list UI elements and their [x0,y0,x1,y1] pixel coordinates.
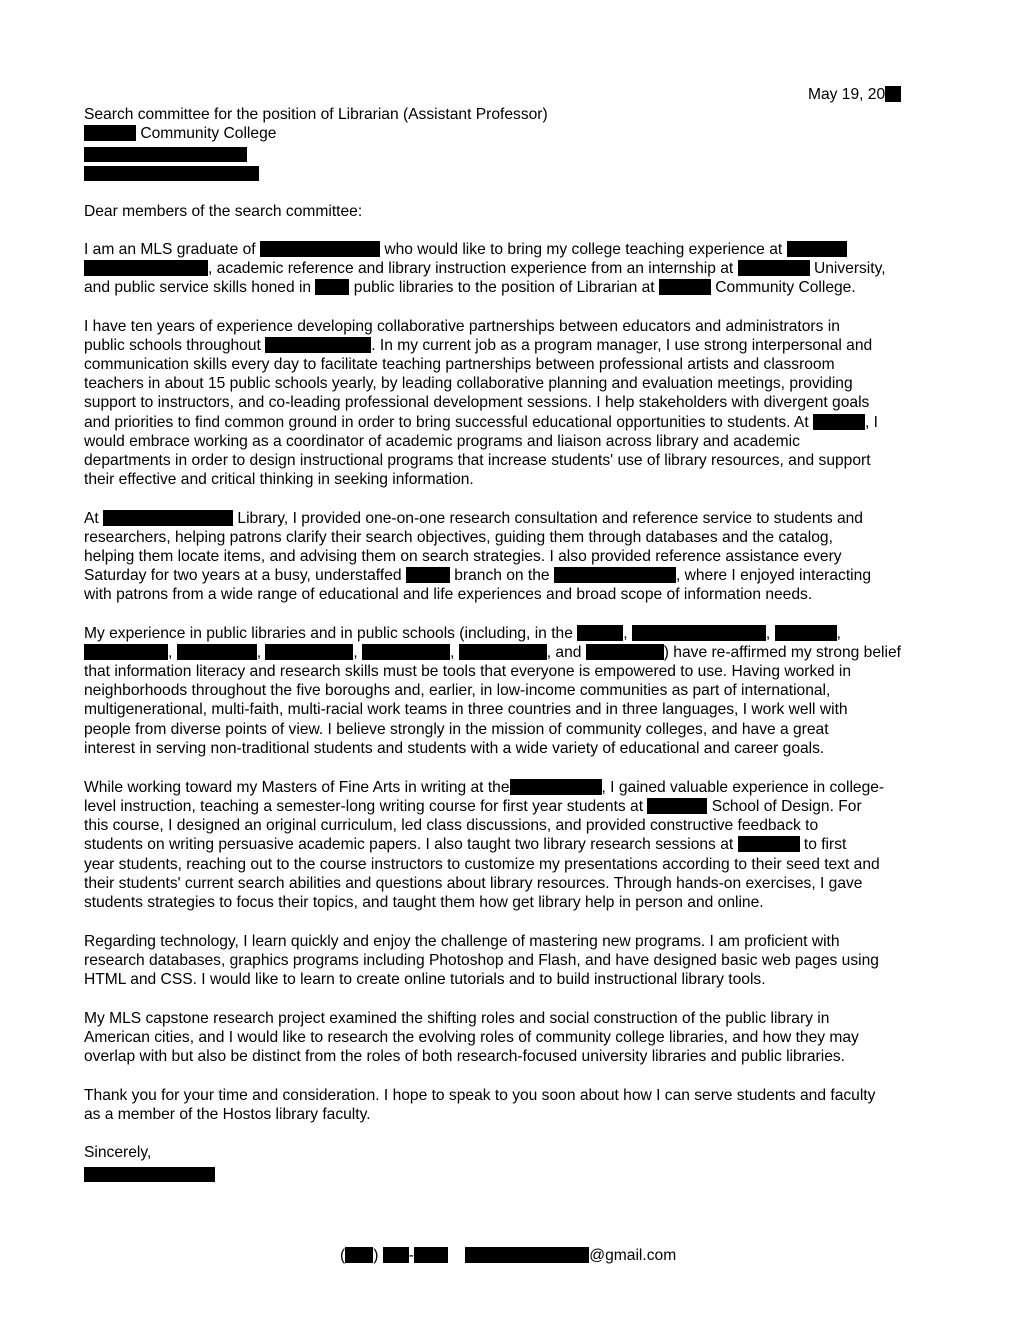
redaction [362,644,450,660]
redaction [265,337,371,353]
redaction [84,166,259,181]
redaction [885,86,901,102]
redaction [84,125,136,141]
paragraph-line: research databases, graphics programs including Photoshop and Flash, and have designed basic web pages using [84,952,879,969]
redaction [177,644,257,660]
redaction [414,1247,448,1263]
paragraph-line: I am an MLS graduate of who would like to bring my college teaching experience at [84,240,847,259]
paragraph-line: level instruction, teaching a semester-long writing course for first year students at School of Design. For [84,798,862,815]
paragraph-line: neighborhoods throughout the five boroughs and, earlier, in low-income communities as part of international, [84,682,831,699]
letter-date: May 19, 20 [808,86,901,104]
paragraph-line: helping them locate items, and advising them on search strategies. I also provided reference assistance every [84,548,842,565]
paragraph-line: this course, I designed an original curriculum, led class discussions, and provided constructive feedback to [84,817,819,834]
redaction [775,625,837,641]
redaction [459,644,547,660]
paragraph-line: would embrace working as a coordinator of academic programs and liaison across library and academic [84,433,800,450]
paragraph-line: interest in serving non-traditional students and students with a wide variety of educational and career goals. [84,740,825,757]
paragraph-line: teachers in about 15 public schools yearly, by leading collaborative planning and evaluation meetings, providing [84,375,853,392]
paragraph-line: and priorities to find common ground in order to bring successful educational opportunities to students. At , I [84,414,879,431]
redaction [813,414,865,430]
redaction [554,567,676,583]
paragraph-line: as a member of the Hostos library faculty. [84,1106,371,1123]
recipient-college: Community College [84,124,276,143]
paragraph-line: While working toward my Masters of Fine Arts in writing at the , I gained valuable experience in college- [84,779,885,796]
redaction [632,625,766,641]
redaction [315,279,349,295]
paragraph-line: support to instructors, and co-leading professional development sessions. I help stakeholders with divergent goals [84,394,870,411]
paragraph-line: that information literacy and research skills must be tools that everyone is empowered to use. Having worked in [84,663,852,680]
salutation: Dear members of the search committee: [84,203,363,220]
signature-redaction [84,1167,215,1182]
paragraph-line: HTML and CSS. I would like to learn to create online tutorials and to build instructional library tools. [84,971,766,988]
redaction [103,510,233,526]
paragraph-line: overlap with but also be distinct from the roles of both research-focused university libraries and public libraries. [84,1048,845,1065]
paragraph-line: Regarding technology, I learn quickly and enjoy the challenge of mastering new programs. I am proficient with [84,933,840,950]
redaction [586,644,664,660]
redaction [84,644,168,660]
redaction [787,241,847,257]
paragraph-line: Thank you for your time and consideration. I hope to speak to you soon about how I can serve students and faculty [84,1087,876,1104]
redaction [383,1247,409,1263]
redaction [465,1247,589,1263]
paragraph-line: My MLS capstone research project examined the shifting roles and social construction of the public library in [84,1010,830,1027]
redaction [738,836,800,852]
redaction [738,260,810,276]
paragraph-line: public schools throughout . In my current job as a program manager, I use strong interpersonal and [84,337,873,354]
paragraph-line: their students' current search abilities and questions about library resources. Through hands-on exercises, I gave [84,875,863,892]
paragraph-line: Saturday for two years at a busy, understaffed branch on the , where I enjoyed interacting [84,567,871,584]
redaction [647,798,707,814]
paragraph-line: My experience in public libraries and in public schools (including, in the , , , [84,625,841,642]
paragraph-line: students strategies to focus their topics, and taught them how get library help in person and online. [84,894,764,911]
redaction [84,147,247,162]
paragraph-line: , , , , , and ) have re-affirmed my strong belief [84,643,901,662]
paragraph-line: researchers, helping patrons clarify their search objectives, guiding them through databases and the catalog, [84,529,833,546]
redaction [659,279,711,295]
paragraph-line: multigenerational, multi-faith, multi-racial work teams in three countries and in three languages, I work well with [84,701,848,718]
paragraph-line: students on writing persuasive academic papers. I also taught two library research sessions at to first [84,836,847,853]
paragraph-line: their effective and critical thinking in seeking information. [84,471,474,488]
paragraph-line: American cities, and I would like to research the evolving roles of community college libraries, and how they may [84,1029,859,1046]
paragraph-line: communication skills every day to facilitate teaching partnerships between professional artists and classroom [84,356,835,373]
paragraph-line: year students, reaching out to the course instructors to customize my presentations according to their seed text and [84,856,880,873]
redaction [265,644,353,660]
redaction [406,567,450,583]
paragraph-line: people from diverse points of view. I believe strongly in the mission of community colleges, and have a great [84,721,829,738]
contact-footer: ( ) - @gmail.com [340,1247,677,1264]
recipient-line: Search committee for the position of Librarian (Assistant Professor) [84,106,548,123]
paragraph-line: I have ten years of experience developing collaborative partnerships between educators and administrators in [84,318,840,335]
redaction [577,625,623,641]
paragraph-line: At Library, I provided one-on-one research consultation and reference service to students and [84,510,863,527]
redaction [510,779,602,795]
paragraph-line: , academic reference and library instruction experience from an internship at University, [84,259,886,278]
paragraph-line: departments in order to design instructional programs that increase students' use of library resources, and support [84,452,871,469]
redaction [84,260,208,276]
paragraph-line: with patrons from a wide range of educational and life experiences and broad scope of information needs. [84,586,813,603]
closing: Sincerely, [84,1144,152,1161]
redaction [345,1247,373,1263]
paragraph-line: and public service skills honed in public libraries to the position of Librarian at Community College. [84,279,856,296]
redaction [260,241,380,257]
